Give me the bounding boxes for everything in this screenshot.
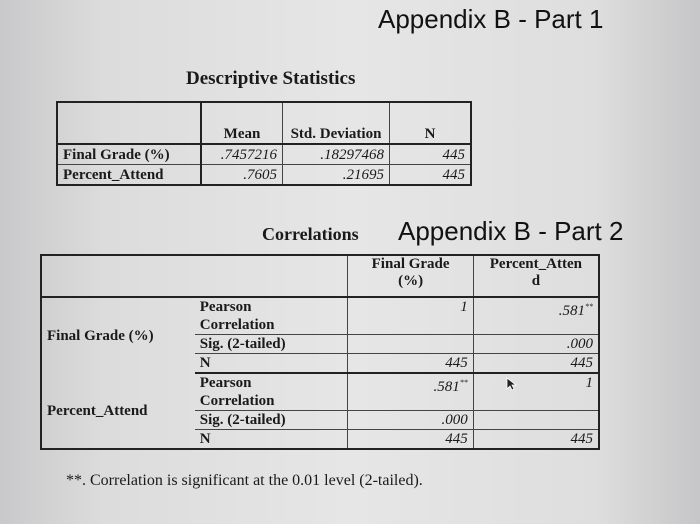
column-header-final-grade: [348, 255, 473, 297]
table-header-row: [57, 102, 471, 144]
stat-label-pearson: [195, 373, 348, 411]
stat-label-n: N: [195, 354, 348, 374]
header-line: (%): [398, 273, 424, 289]
n-value: 445: [390, 165, 472, 186]
value-text: .581: [433, 379, 460, 395]
mouse-pointer-icon: [506, 377, 518, 391]
column-header-mean: Mean: [201, 102, 283, 144]
stat-label-pearson: [195, 297, 348, 335]
n-value: 445: [348, 354, 473, 374]
value-text: .581: [558, 303, 585, 319]
column-header-n: N: [390, 102, 472, 144]
descriptive-statistics-table: [56, 101, 472, 186]
empty-header-cell: [41, 255, 195, 297]
mean-value: .7457216: [201, 144, 283, 165]
stat-text: Correlation: [199, 393, 275, 409]
row-group-label: Final Grade (%): [47, 327, 154, 344]
pearson-value: 1: [473, 373, 599, 411]
correlation-footnote: **. Correlation is significant at the 0.01 level (2-tailed).: [66, 472, 423, 489]
row-label: Final Grade (%): [57, 144, 201, 165]
stat-text: Correlation: [199, 317, 275, 333]
descriptive-statistics-title: Descriptive Statistics: [186, 68, 356, 89]
appendix-part1-heading: Appendix B - Part 1: [378, 4, 604, 34]
stat-text: Pearson: [199, 375, 252, 391]
n-value: 445: [473, 430, 599, 450]
n-value: 445: [348, 430, 473, 450]
empty-header-cell: [57, 102, 201, 144]
significance-mark: **: [459, 378, 468, 387]
table-row: [41, 297, 599, 335]
table-header-row: [41, 255, 599, 297]
sig-value: [348, 335, 473, 354]
table-row: [57, 165, 471, 186]
stat-label-sig: Sig. (2-tailed): [195, 335, 348, 354]
stat-label-sig: Sig. (2-tailed): [195, 411, 348, 430]
stat-label-n: N: [195, 430, 348, 450]
header-line: d: [531, 273, 541, 289]
n-value: 445: [473, 354, 599, 374]
sd-value: .21695: [283, 165, 390, 186]
table-row: [57, 144, 471, 165]
sig-value: .000: [348, 411, 473, 430]
sig-value: [473, 411, 599, 430]
column-header-percent-attend: [473, 255, 599, 297]
row-group-label: Percent_Attend: [47, 402, 148, 419]
header-line: Final Grade: [371, 256, 450, 272]
column-header-std-deviation: Std. Deviation: [283, 102, 390, 144]
pearson-value: [473, 297, 599, 335]
pearson-value: 1: [348, 297, 473, 335]
sig-value: .000: [473, 335, 599, 354]
mean-value: .7605: [201, 165, 283, 186]
pearson-value: [348, 373, 473, 411]
significance-mark: **: [585, 302, 593, 311]
correlations-table: [40, 254, 600, 450]
row-label: Percent_Attend: [57, 165, 201, 186]
stat-text: Pearson: [199, 299, 252, 315]
header-line: Percent_Atten: [489, 256, 582, 272]
empty-header-cell: [195, 255, 348, 297]
correlations-title: Correlations: [262, 224, 359, 244]
sd-value: .18297468: [283, 144, 390, 165]
appendix-part2-heading: Appendix B - Part 2: [398, 216, 624, 246]
n-value: 445: [390, 144, 472, 165]
